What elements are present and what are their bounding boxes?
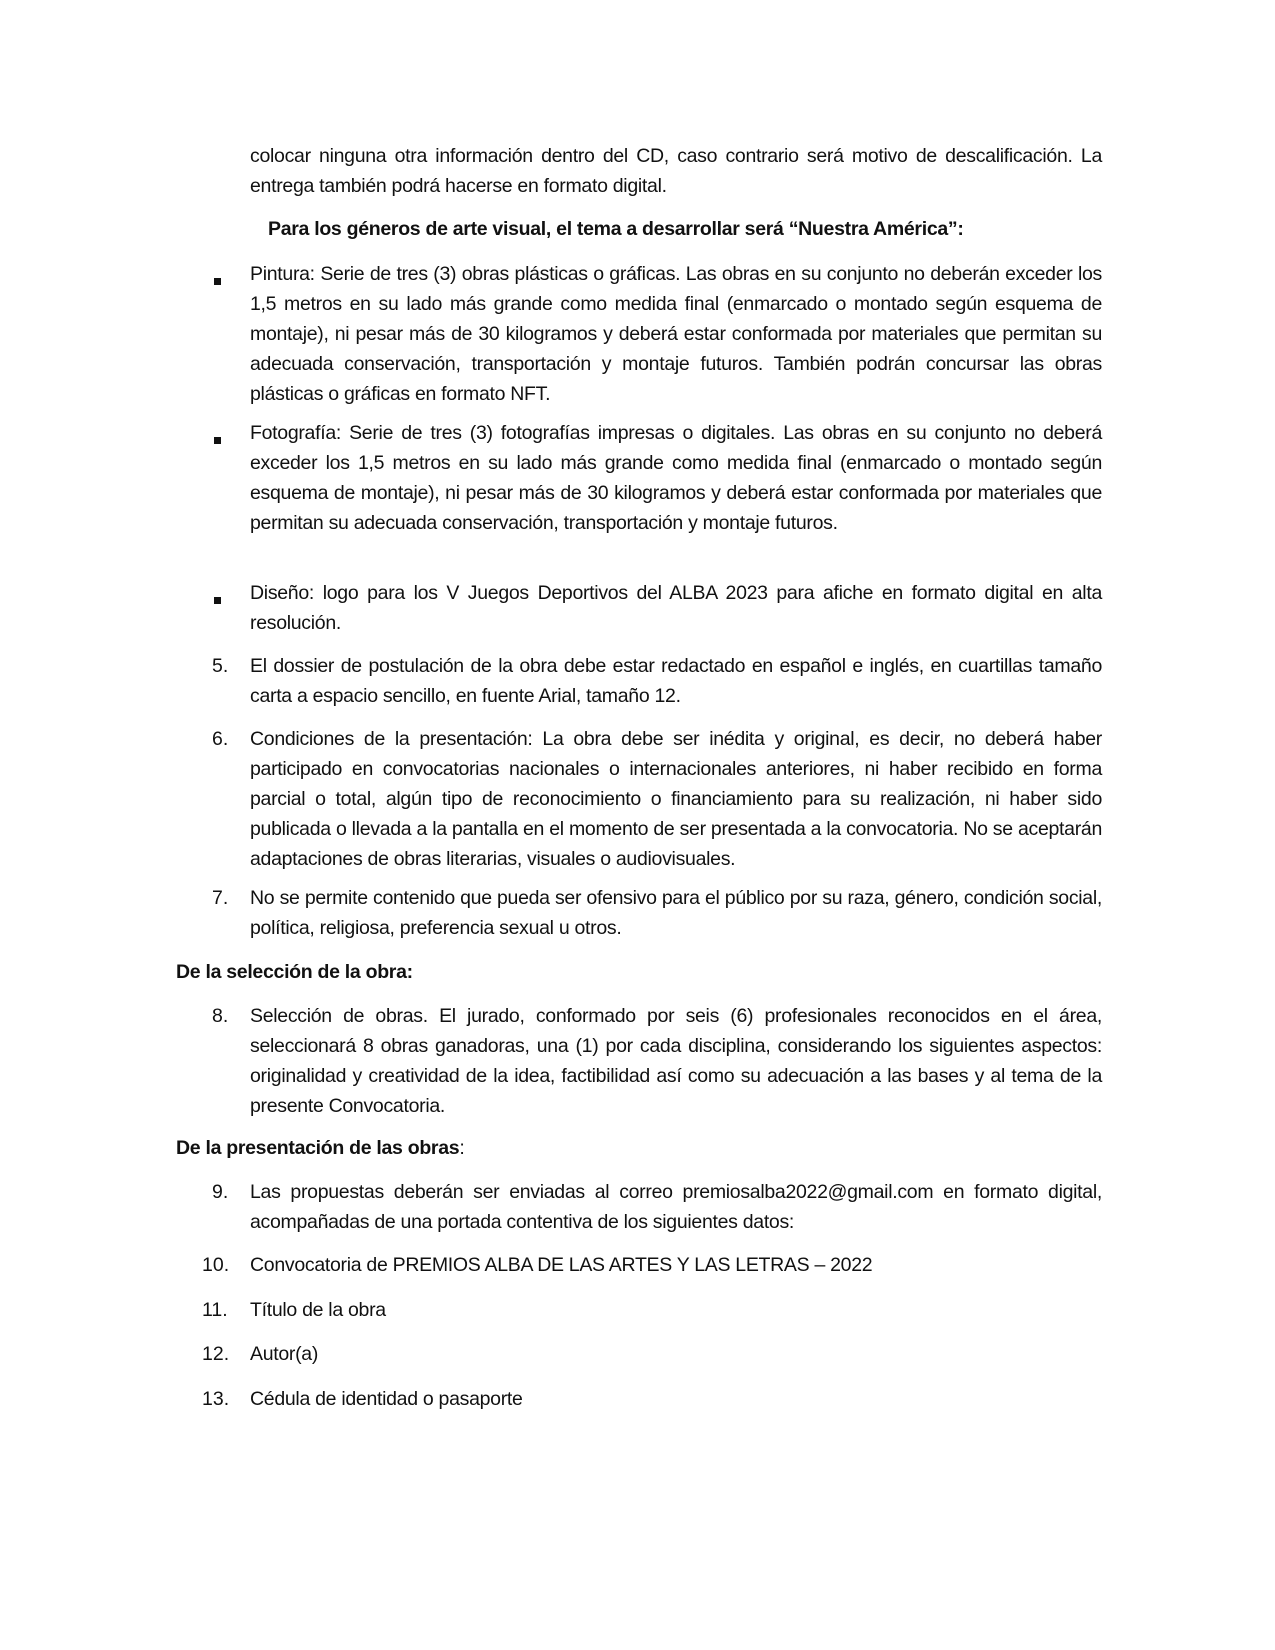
list-item-13: Cédula de identidad o pasaporte bbox=[250, 1388, 523, 1410]
bullet-square-icon bbox=[214, 597, 221, 604]
list-number: 5. bbox=[212, 655, 229, 677]
heading-colon: : bbox=[459, 1137, 465, 1159]
list-item-11: Título de la obra bbox=[250, 1299, 386, 1321]
bullet-square-icon bbox=[214, 437, 221, 444]
list-item-6: Condiciones de la presentación: La obra debe ser inédita y original, es decir, no deberá haber participado en convocatorias nacionales o internacionales anteriores, ni haber recibido en forma parcial o total, algún tipo de reconocimiento o financiamiento para su realización, ni haber sido publicada o llevada a la pantalla en el momento de ser presentada a la convocatoria. No se aceptarán adaptaciones de obras literarias, visuales o audiovisuales. bbox=[250, 728, 1102, 870]
list-item-9-text: Las propuestas deberán ser enviadas al correo premiosalba2022@gmail.com en formato digital, acompañadas de una portada contentiva de los siguientes datos: bbox=[250, 1181, 1102, 1233]
list-number: 8. bbox=[212, 1005, 229, 1027]
list-item-9 bbox=[250, 1177, 1102, 1237]
list-item-5: El dossier de postulación de la obra debe estar redactado en español e inglés, en cuartillas tamaño carta a espacio sencillo, en fuente Arial, tamaño 12. bbox=[250, 655, 1102, 707]
bullet-item-diseno: Diseño: logo para los V Juegos Deportivos del ALBA 2023 para afiche en formato digital en alta resolución. bbox=[250, 582, 1102, 634]
list-item-8: Selección de obras. El jurado, conformado por seis (6) profesionales reconocidos en el área, seleccionará 8 obras ganadoras, una (1) por cada disciplina, considerando los siguientes aspectos: originalidad y creatividad de la idea, factibilidad así como su adecuación a las bases y al tema de la presente Convocatoria. bbox=[250, 1005, 1102, 1117]
bullet-square-icon bbox=[214, 278, 221, 285]
list-number: 13. bbox=[202, 1388, 230, 1410]
section-heading-presentation bbox=[176, 1133, 464, 1163]
section-heading-presentation-text: De la presentación de las obras bbox=[176, 1137, 460, 1159]
list-item-12: Autor(a) bbox=[250, 1343, 319, 1365]
intro-paragraph: colocar ninguna otra información dentro del CD, caso contrario será motivo de descalificación. La entrega también podrá hacerse en formato digital. bbox=[250, 145, 1102, 197]
section-heading-selection: De la selección de la obra: bbox=[176, 961, 413, 983]
bullet-item-pintura: Pintura: Serie de tres (3) obras plásticas o gráficas. Las obras en su conjunto no deberán exceder los 1,5 metros en su lado más grande como medida final (enmarcado o montado según esquema de montaje), ni pesar más de 30 kilogramos y deberá estar conformada por materiales que permitan su adecuada conservación, transportación y montaje futuros. También podrán concursar las obras plásticas o gráficas en formato NFT. bbox=[250, 263, 1102, 405]
list-item-7: No se permite contenido que pueda ser ofensivo para el público por su raza, género, condición social, política, religiosa, preferencia sexual u otros. bbox=[250, 887, 1102, 939]
list-number: 12. bbox=[202, 1343, 230, 1365]
list-item-10: Convocatoria de PREMIOS ALBA DE LAS ARTES Y LAS LETRAS – 2022 bbox=[250, 1254, 873, 1276]
list-number: 11. bbox=[202, 1299, 228, 1321]
list-number: 7. bbox=[212, 887, 229, 909]
bullet-item-fotografia: Fotografía: Serie de tres (3) fotografías impresas o digitales. Las obras en su conjunto no deberá exceder los 1,5 metros en su lado más grande como medida final (enmarcado o montado según esquema de montaje), ni pesar más de 30 kilogramos y deberá estar conformada por materiales que permitan su adecuada conservación, transportación y montaje futuros. bbox=[250, 422, 1102, 534]
list-number: 9. bbox=[212, 1181, 229, 1203]
visual-arts-heading: Para los géneros de arte visual, el tema a desarrollar será “Nuestra América”: bbox=[268, 218, 964, 240]
list-number: 6. bbox=[212, 728, 229, 750]
list-number: 10. bbox=[202, 1254, 230, 1276]
